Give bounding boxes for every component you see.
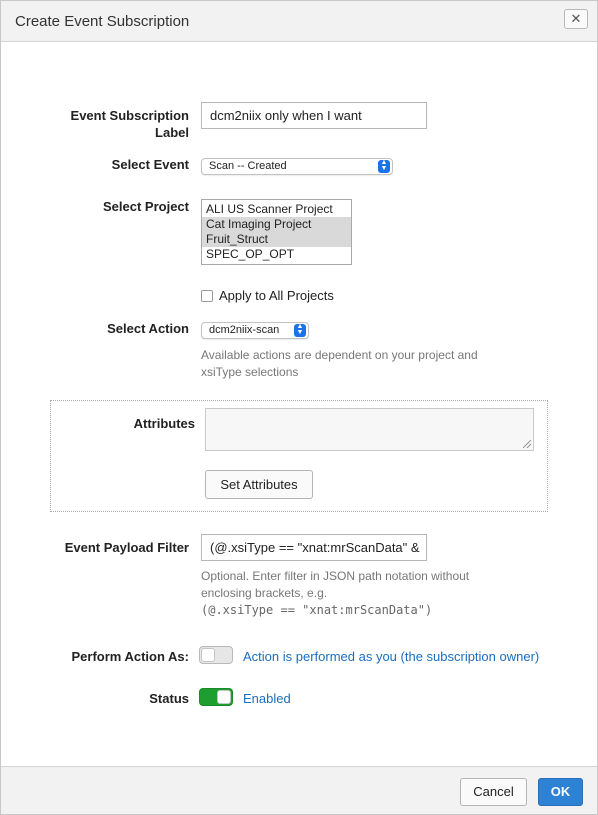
resize-grip-icon[interactable] (523, 440, 531, 448)
subscription-label-label-line1: Event Subscription (70, 108, 189, 123)
dialog-titlebar (1, 1, 597, 42)
close-icon[interactable]: ✕ (564, 9, 588, 29)
payload-filter-help-line1: Optional. Enter filter in JSON path notation without (201, 569, 470, 583)
toggle-knob (201, 648, 215, 662)
status-label: Status (149, 691, 189, 706)
dialog-title: Create Event Subscription (15, 13, 190, 30)
select-action-help-line1: Available actions are dependent on your project and (201, 348, 478, 362)
apply-all-label: Apply to All Projects (219, 288, 334, 303)
subscription-label-input[interactable]: dcm2niix only when I want (201, 102, 427, 129)
project-option[interactable]: ALI US Scanner Project (206, 202, 333, 216)
ok-button[interactable]: OK (538, 778, 583, 806)
select-action-help-line2: xsiType selections (201, 365, 299, 379)
select-event-label: Select Event (111, 157, 189, 172)
apply-all-checkbox[interactable] (201, 290, 213, 302)
payload-filter-input[interactable]: (@.xsiType == "xnat:mrScanData" & (201, 534, 427, 561)
perform-as-toggle[interactable] (199, 646, 233, 664)
payload-filter-help-example: (@.xsiType == "xnat:mrScanData") (201, 603, 433, 617)
select-action-label: Select Action (107, 321, 189, 336)
chevron-updown-icon: ▲ ▼ (378, 160, 390, 173)
subscription-label-label (41, 107, 189, 141)
dialog-footer (1, 766, 597, 814)
project-option[interactable]: Fruit_Struct (202, 232, 351, 247)
status-toggle[interactable] (199, 688, 233, 706)
perform-as-label: Perform Action As: (71, 649, 189, 664)
attributes-label: Attributes (133, 416, 195, 431)
project-option[interactable]: Cat Imaging Project (202, 217, 351, 232)
select-action-value: dcm2niix-scan (209, 324, 280, 336)
perform-as-text: Action is performed as you (the subscription owner) (243, 649, 540, 664)
select-action-help (201, 347, 541, 381)
subscription-label-label-line2: Label (155, 125, 189, 140)
attributes-textarea[interactable] (205, 408, 534, 451)
toggle-knob (217, 690, 231, 704)
select-action-dropdown[interactable] (201, 322, 309, 339)
select-event-dropdown[interactable] (201, 158, 393, 175)
chevron-updown-icon: ▲ ▼ (294, 324, 306, 337)
payload-filter-label: Event Payload Filter (64, 540, 189, 555)
select-project-listbox[interactable] (201, 199, 352, 265)
select-project-label: Select Project (103, 199, 189, 214)
project-option[interactable]: SPEC_OP_OPT (206, 247, 295, 261)
cancel-button[interactable]: Cancel (460, 778, 527, 806)
set-attributes-button[interactable]: Set Attributes (205, 470, 313, 499)
payload-filter-help-line2: enclosing brackets, e.g. (201, 586, 328, 600)
payload-filter-help (201, 568, 541, 619)
select-event-value: Scan -- Created (209, 160, 287, 172)
status-text: Enabled (243, 691, 291, 706)
